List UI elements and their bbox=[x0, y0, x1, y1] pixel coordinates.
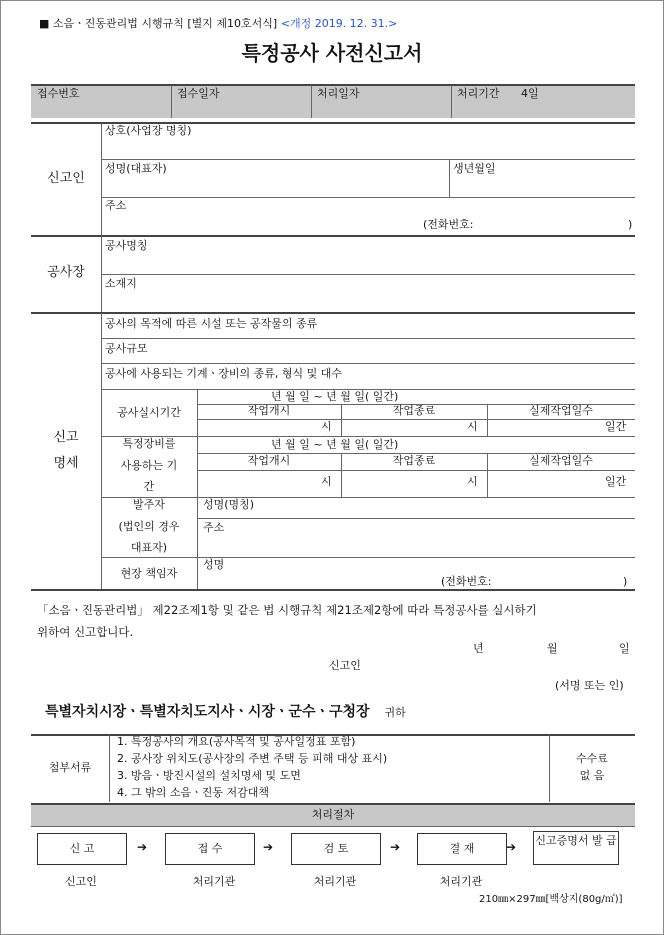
representative-name-label: 성명(대표자) bbox=[105, 162, 167, 175]
site-manager-label: 현장 책임자 bbox=[120, 567, 178, 580]
recipient: 특별자치시장ㆍ특별자치도지사ㆍ시장ㆍ군수ㆍ구청장 bbox=[45, 704, 370, 720]
step-report: 신 고 bbox=[37, 833, 127, 865]
fee-value: 없 음 bbox=[579, 769, 605, 782]
year-label: 년 bbox=[473, 642, 484, 655]
site-location-label: 소재지 bbox=[105, 277, 137, 290]
arrow-right-icon: ➔ bbox=[137, 840, 148, 854]
actor-label: 처리기관 bbox=[439, 875, 483, 888]
work-end-label: 작업종료 bbox=[392, 404, 436, 417]
details-section-label-2: 명세 bbox=[53, 456, 79, 471]
processing-period-value: 4일 bbox=[521, 87, 539, 100]
phone-label: (전화번호: bbox=[423, 218, 474, 231]
processing-period-label: 처리기간 bbox=[457, 87, 500, 100]
form-title: 특정공사 사전신고서 bbox=[241, 41, 423, 65]
arrow-right-icon: ➔ bbox=[390, 840, 401, 854]
step-issue-certificate: 신고증명서 발 급 bbox=[533, 831, 619, 865]
actual-days-label: 실제작업일수 bbox=[529, 404, 593, 417]
declaration-line-2: 위하여 신고합니다. bbox=[37, 625, 134, 639]
processed-date-label: 처리일자 bbox=[317, 87, 360, 100]
client-address-label: 주소 bbox=[203, 521, 225, 534]
paper-spec: 210㎜×297㎜[백상지(80g/㎡)] bbox=[479, 894, 623, 905]
equipment-date-range: 년 월 일 ~ 년 월 일( 일간) bbox=[271, 438, 399, 451]
birth-date-label: 생년월일 bbox=[453, 162, 496, 175]
manager-phone-label: (전화번호: bbox=[441, 575, 492, 588]
receipt-number-label: 접수번호 bbox=[37, 87, 80, 100]
scale-label: 공사규모 bbox=[105, 342, 148, 355]
reporter-sign-label: 신고인 bbox=[329, 659, 361, 672]
arrow-right-icon: ➔ bbox=[263, 840, 274, 854]
recipient-line bbox=[45, 703, 406, 722]
special-equipment-label-3: 간 bbox=[143, 480, 155, 493]
purpose-label: 공사의 목적에 따른 시설 또는 공작물의 종류 bbox=[105, 317, 318, 330]
signature-note: (서명 또는 인) bbox=[555, 679, 624, 692]
declaration-line-1: 「소음ㆍ진동관리법」 제22조제1항 및 같은 법 시행규칙 제21조제2항에 따라 특정공사를 실시하기 bbox=[37, 603, 537, 617]
attachment-item: 4. 그 밖의 소음ㆍ진동 저감대책 bbox=[117, 786, 269, 799]
revision-note: <개정 2019. 12. 31.> bbox=[280, 17, 398, 30]
reporter-section-label: 신고인 bbox=[47, 171, 85, 186]
special-equipment-label-1: 특정장비를 bbox=[122, 437, 176, 450]
month-label: 월 bbox=[547, 642, 558, 655]
form-page: ■ 소음ㆍ진동관리법 시행규칙 [별지 제10호서식] <개정 2019. 12. 31.> 특정공사 사전신고서 접수번호 접수일자 처리일자 처리기간 4일 신고인 상호(사업장 명칭) 성명(대표자) 생년월일 주소 (전화번호: ) 공사장 공사명칭 소재지 신고 명세 공사의 목적에 따른 시설 또는 공작물의 종류 공사규모 공사에 사용되는 기계ㆍ장비의 종류, 형식 및 대수 공사실시기간 년 월 일 ~ 년 월 일( 일간) 작업개시 작업종료 실제작업일수 시 시 일간 특정장비를 사용하는 기 간 년 월 일 ~ 년 월 일( 일간) 작업개시 작업종료 실제작업일수 시 시 일간 발주자 (법인의 경우 대표자) 성명(명칭) 주소 현장 책임자 성명 (전화번호: ) 「소음ㆍ진동관리법」 제22조제1항 및 같은 법 시행규칙 제21조제2항에 따라 특정공사를 실시하기 위하여 신고합니다. 년 월 일 신고인 (서명 또는 인) 특별자치시장ㆍ특별자치도지사ㆍ시장ㆍ군수ㆍ구청장 귀하 첨부서류 1. 특정공사의 개요(공사목적 및 공사일정표 포함) 2. 공사장 위치도(공사장의 주변 주택 등 피해 대상 표시) 3. 방음ㆍ방진시설의 설치명세 및 도면 4. 그 밖의 소음ㆍ진동 저감대책 수수료 없 음 처리절차 신 고 ➔ 접 수 ➔ 검 토 ➔ 결 재 ➔ 신고증명서 발 급 신고인 처리기관 처리기관 처리기관 210㎜×297㎜[백상지(80g/㎡)] bbox=[0, 0, 664, 935]
attachment-item: 3. 방음ㆍ방진시설의 설치명세 및 도면 bbox=[117, 769, 301, 782]
construction-period-label: 공사실시기간 bbox=[117, 406, 181, 419]
step-approve: 결 재 bbox=[417, 833, 507, 865]
client-label-3: 대표자) bbox=[130, 541, 168, 554]
work-start-label: 작업개시 bbox=[247, 404, 291, 417]
details-section-label-1: 신고 bbox=[53, 430, 79, 445]
step-review: 검 토 bbox=[291, 833, 381, 865]
special-equipment-label-2: 사용하는 기 bbox=[120, 459, 178, 472]
actor-label: 처리기관 bbox=[313, 875, 357, 888]
actor-label: 처리기관 bbox=[192, 875, 236, 888]
manager-name-label: 성명 bbox=[203, 558, 225, 571]
recipient-suffix: 귀하 bbox=[384, 706, 406, 719]
fee-label: 수수료 bbox=[576, 752, 608, 765]
attachment-item: 1. 특정공사의 개요(공사목적 및 공사일정표 포함) bbox=[117, 735, 356, 748]
arrow-right-icon: ➔ bbox=[506, 840, 517, 854]
site-name-label: 공사명칭 bbox=[105, 239, 148, 252]
construction-date-range: 년 월 일 ~ 년 월 일( 일간) bbox=[271, 390, 399, 403]
attachment-item: 2. 공사장 위치도(공사장의 주변 주택 등 피해 대상 표시) bbox=[117, 752, 388, 765]
law-reference: ■ 소음ㆍ진동관리법 시행규칙 [별지 제10호서식] <개정 2019. 12. 31.> bbox=[39, 17, 398, 30]
procedure-title: 처리절차 bbox=[311, 808, 355, 821]
business-name-label: 상호(사업장 명칭) bbox=[105, 124, 192, 137]
step-receive: 접 수 bbox=[165, 833, 255, 865]
client-name-label: 성명(명칭) bbox=[203, 498, 255, 511]
attachments-label: 첨부서류 bbox=[48, 761, 92, 774]
day-label: 일 bbox=[619, 642, 630, 655]
equipment-label: 공사에 사용되는 기계ㆍ장비의 종류, 형식 및 대수 bbox=[105, 367, 342, 380]
receipt-date-label: 접수일자 bbox=[177, 87, 220, 100]
actor-label: 신고인 bbox=[65, 875, 97, 888]
client-label-2: (법인의 경우 bbox=[118, 520, 180, 533]
address-label: 주소 bbox=[105, 199, 127, 212]
client-label-1: 발주자 bbox=[133, 498, 165, 511]
site-section-label: 공사장 bbox=[47, 265, 85, 280]
